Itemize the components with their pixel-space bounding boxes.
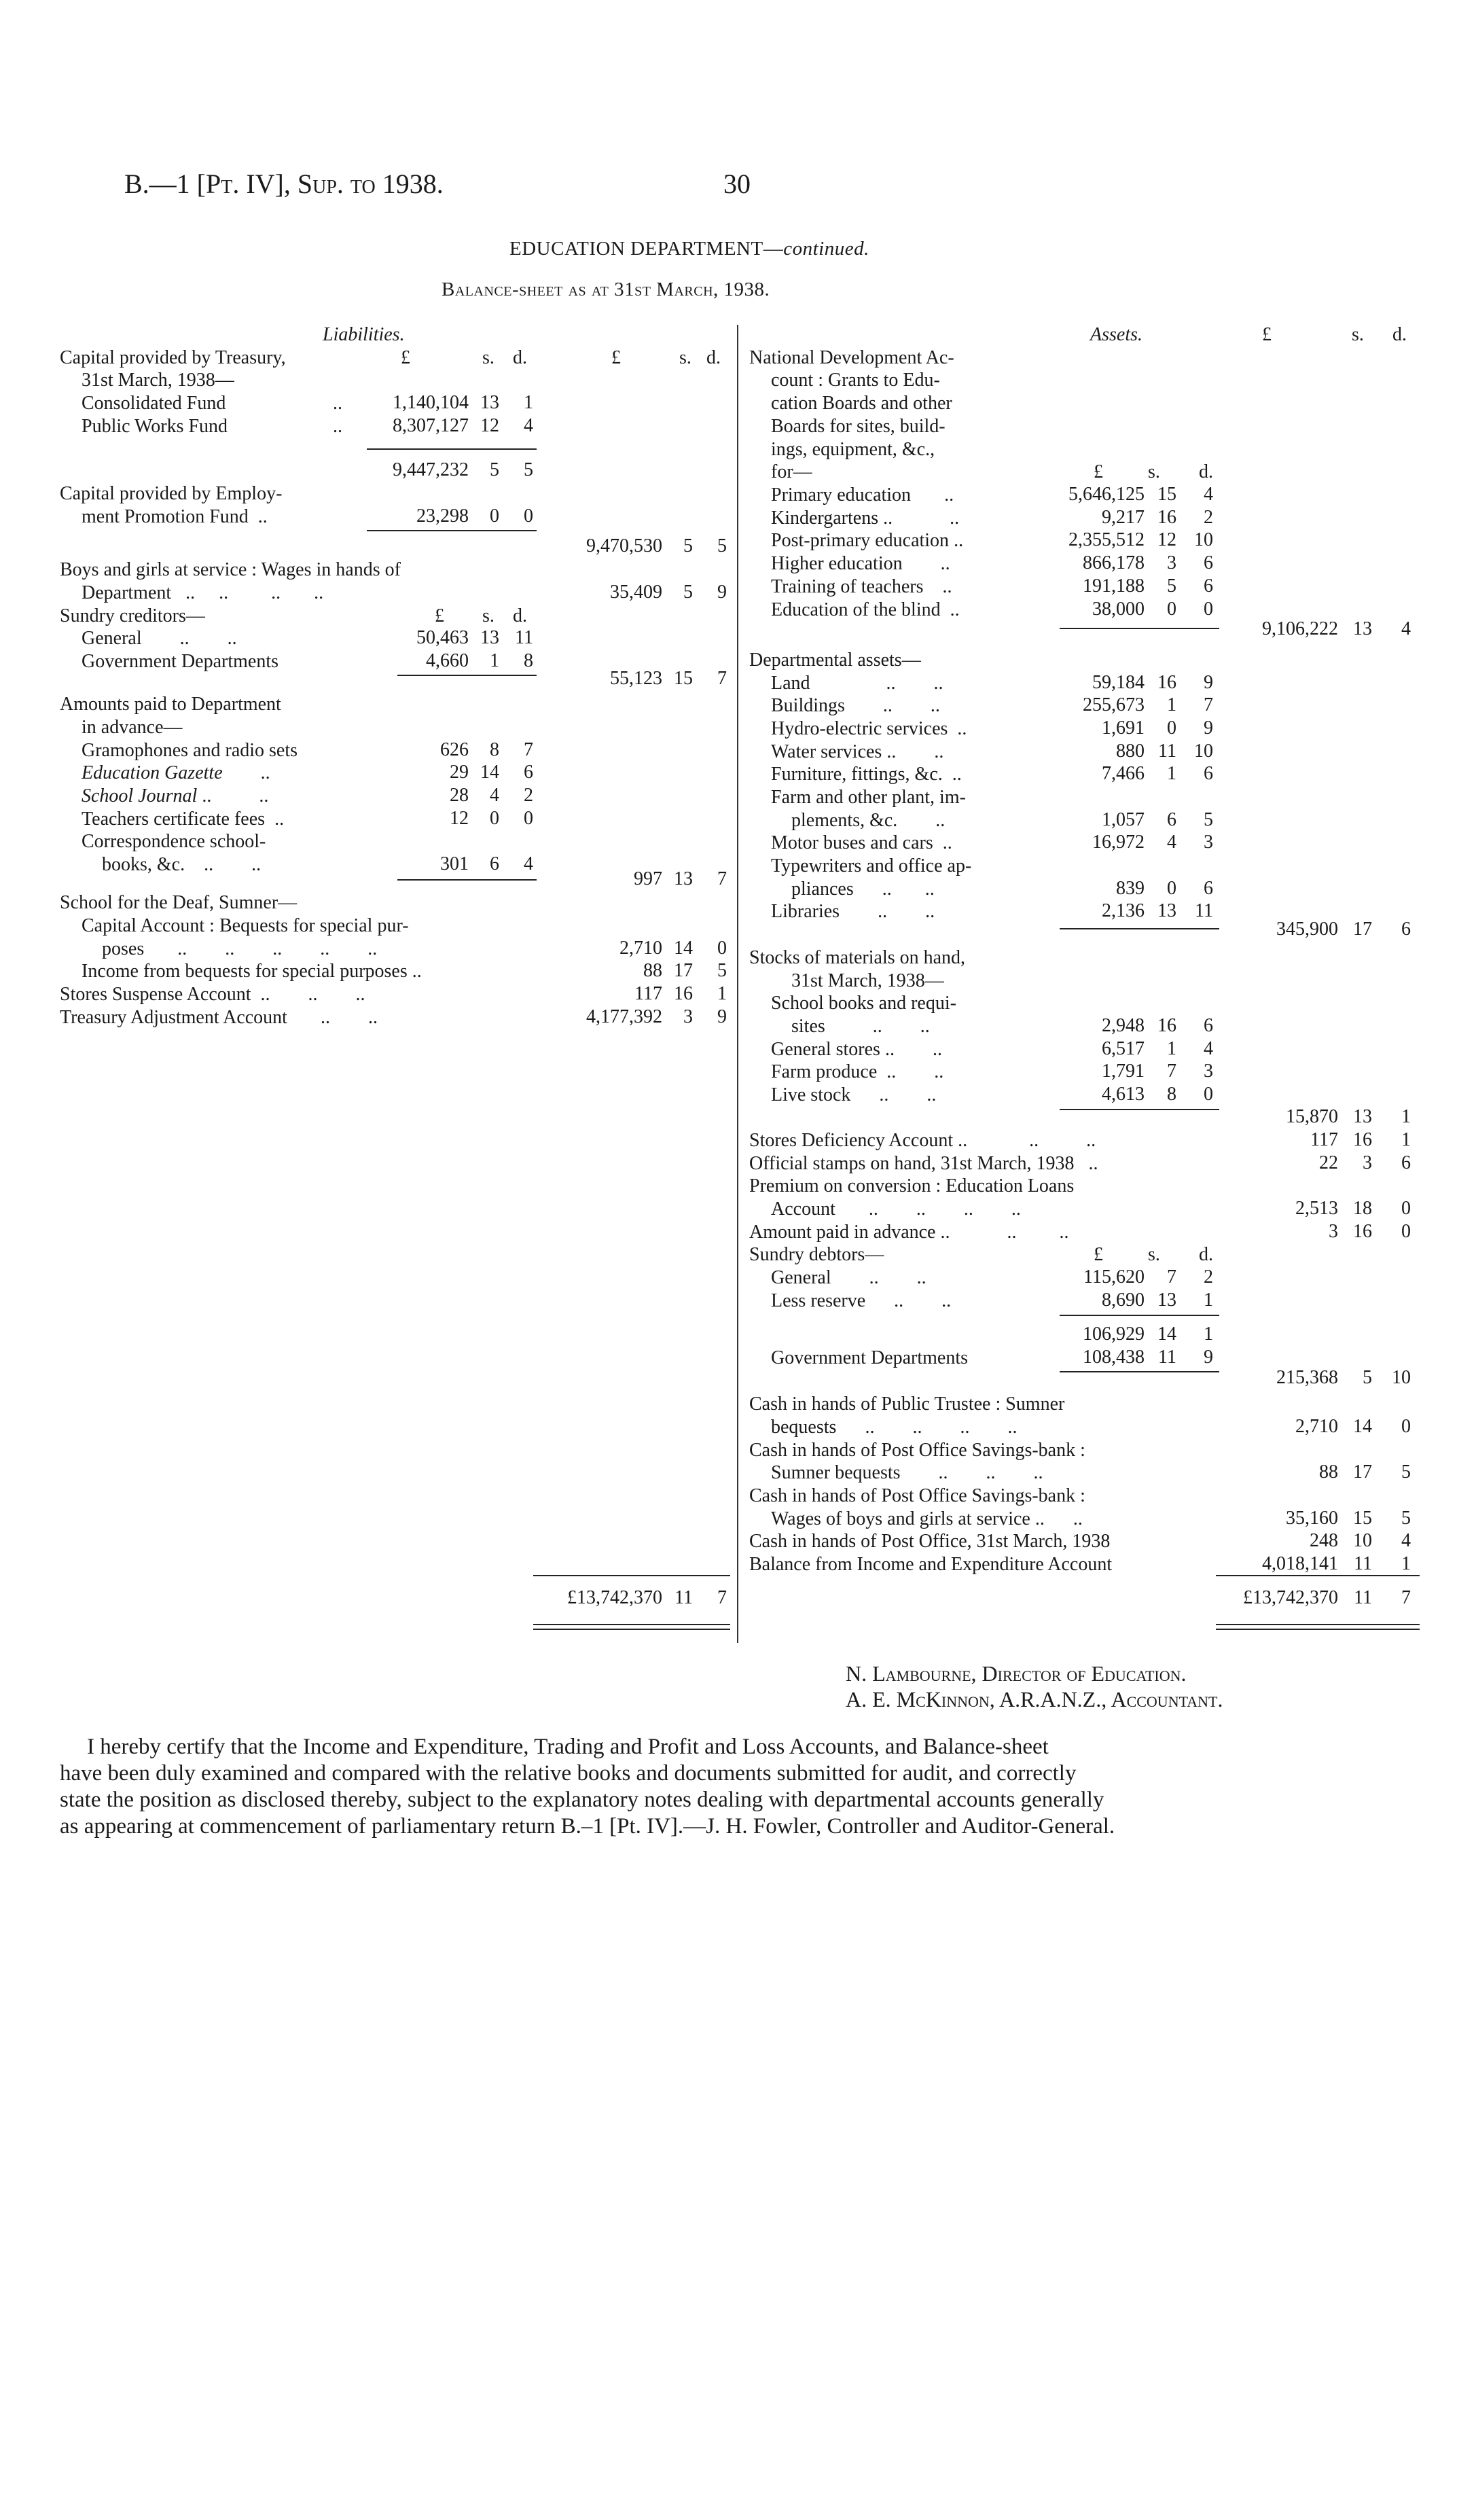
training-label: Training of teachers ..	[771, 576, 952, 597]
subtotal-rule	[1060, 928, 1219, 929]
furniture-label: Furniture, fittings, &c. ..	[771, 764, 962, 785]
sundry-total-s: 15	[674, 668, 693, 689]
post-primary-s: 12	[1157, 529, 1176, 550]
capital-account-d: 0	[717, 938, 727, 959]
subtotal-rule	[397, 675, 537, 676]
libraries-s: 13	[1157, 900, 1176, 921]
premium-d: 0	[1401, 1198, 1411, 1219]
natdev-subcol-pound: £	[1094, 461, 1103, 482]
training-pounds: 191,188	[1083, 575, 1145, 597]
public-works-fund-s: 12	[480, 415, 499, 436]
treasury-adjustment-label: Treasury Adjustment Account .. ..	[60, 1007, 378, 1028]
advance-label: Amounts paid to Department	[60, 694, 281, 715]
subtotal-rule	[1060, 628, 1219, 629]
primary-d: 4	[1204, 484, 1213, 505]
motor-label: Motor buses and cars ..	[771, 832, 952, 853]
stores-deficiency-s: 16	[1353, 1129, 1372, 1150]
natdev-label-5: ings, equipment, &c.,	[771, 439, 935, 460]
land-s: 16	[1157, 672, 1176, 693]
certificate-line: I hereby certify that the Income and Expenditure, Trading and Profit and Loss Accounts, and Balance-sheet	[87, 1735, 1049, 1759]
advance-total-pounds: 997	[634, 868, 662, 889]
leader-dots: ..	[333, 393, 342, 414]
balance-ie-pounds: 4,018,141	[1262, 1553, 1338, 1574]
income-bequests-s: 17	[674, 960, 693, 981]
paid-advance-pounds: 3	[1329, 1221, 1338, 1242]
land-pounds: 59,184	[1092, 672, 1145, 693]
balance-ie-s: 11	[1354, 1553, 1372, 1574]
farm-produce-s: 7	[1167, 1061, 1176, 1082]
assets-heading: Assets.	[1090, 324, 1142, 345]
cash-trustee-d: 0	[1401, 1416, 1411, 1437]
official-stamps-label: Official stamps on hand, 31st March, 1938 ..	[749, 1153, 1098, 1174]
debtors-col-pound: £	[1094, 1244, 1103, 1265]
stores-suspense-pounds: 117	[634, 983, 662, 1004]
column-divider	[737, 325, 738, 1643]
leader-dots: ..	[333, 416, 342, 437]
cash-po-label: Cash in hands of Post Office, 31st March, 1938	[749, 1531, 1111, 1552]
school-journal-s: 4	[490, 785, 499, 806]
liab-col-d: d.	[706, 347, 721, 368]
buildings-label: Buildings .. ..	[771, 695, 940, 716]
sundry-general-label: General .. ..	[82, 628, 237, 649]
education-gazette-label: Education Gazette ..	[82, 762, 270, 783]
hydro-s: 0	[1167, 717, 1176, 739]
advance-label-cont: in advance—	[82, 717, 183, 738]
primary-label: Primary education ..	[771, 484, 954, 505]
stores-deficiency-d: 1	[1401, 1129, 1411, 1150]
libraries-pounds: 2,136	[1102, 900, 1145, 921]
grand-total-rule	[533, 1575, 730, 1576]
teachers-cert-pounds: 12	[450, 808, 469, 829]
employment-fund-s: 0	[490, 505, 499, 527]
kindergartens-pounds: 9,217	[1102, 507, 1145, 528]
cash-posb1-pounds: 88	[1319, 1461, 1338, 1483]
income-bequests-label: Income from bequests for special purposes ..	[82, 961, 422, 982]
treasury-subtotal-d: 5	[524, 459, 533, 480]
liab-subcol-s: s.	[482, 347, 494, 368]
sundry-govt-s: 1	[490, 650, 499, 671]
capital-total-s: 5	[683, 535, 693, 556]
stores-suspense-s: 16	[674, 983, 693, 1004]
natdev-label-4: Boards for sites, build-	[771, 416, 946, 437]
cash-posb1-label-cont: Sumner bequests .. .. ..	[771, 1462, 1043, 1483]
natdev-subcol-s: s.	[1148, 461, 1160, 482]
boys-girls-label: Boys and girls at service : Wages in hands of	[60, 559, 401, 580]
assets-grand-total-d: 7	[1401, 1587, 1411, 1608]
debtors-net-pounds: 106,929	[1083, 1324, 1145, 1345]
consolidated-fund-label: Consolidated Fund	[82, 393, 226, 414]
land-d: 9	[1204, 672, 1213, 693]
sundry-total-d: 7	[717, 668, 727, 689]
dept-assets-label: Departmental assets—	[749, 650, 921, 671]
deaf-school-label: School for the Deaf, Sumner—	[60, 892, 298, 913]
advance-total-s: 13	[674, 868, 693, 889]
sundry-col-d: d.	[513, 605, 527, 626]
department-title: EDUCATION DEPARTMENT—continued.	[509, 238, 869, 260]
stocks-label-cont: 31st March, 1938—	[791, 970, 944, 991]
less-reserve-pounds: 8,690	[1102, 1290, 1145, 1311]
boys-girls-d: 9	[717, 582, 727, 603]
sundry-creditors-label: Sundry creditors—	[60, 605, 205, 626]
debtors-col-s: s.	[1148, 1244, 1160, 1265]
consolidated-fund-d: 1	[524, 392, 533, 413]
govt-depts-d: 9	[1204, 1347, 1213, 1368]
motor-pounds: 16,972	[1092, 832, 1145, 853]
capital-account-label: Capital Account : Bequests for special pur-	[82, 915, 409, 936]
school-journal-pounds: 28	[450, 785, 469, 806]
higher-pounds: 866,178	[1083, 552, 1145, 573]
income-bequests-pounds: 88	[643, 960, 662, 981]
farm-plant-d: 5	[1204, 809, 1213, 830]
general-stores-s: 1	[1167, 1038, 1176, 1059]
govt-depts-pounds: 108,438	[1083, 1347, 1145, 1368]
kindergartens-d: 2	[1204, 507, 1213, 528]
assets-grand-total-s: 11	[1354, 1587, 1372, 1608]
sundry-govt-d: 8	[524, 650, 533, 671]
sundry-total-pounds: 55,123	[610, 668, 662, 689]
land-label: Land .. ..	[771, 673, 943, 694]
furniture-d: 6	[1204, 763, 1213, 784]
sundry-debtors-label: Sundry debtors—	[749, 1244, 884, 1265]
stocks-total-s: 13	[1353, 1106, 1372, 1127]
farm-produce-label: Farm produce .. ..	[771, 1061, 944, 1082]
water-s: 11	[1158, 741, 1176, 762]
natdev-total-d: 4	[1401, 618, 1411, 639]
typewriters-label-cont: pliances .. ..	[791, 879, 935, 900]
capital-total-pounds: 9,470,530	[586, 535, 662, 556]
capital-treasury-label: Capital provided by Treasury,	[60, 347, 286, 368]
cash-posb1-s: 17	[1353, 1461, 1372, 1483]
director-signature: N. Lambourne, Director of Education.	[846, 1661, 1187, 1686]
natdev-subcol-d: d.	[1199, 461, 1213, 482]
gramophones-d: 7	[524, 739, 533, 760]
debtors-net-s: 14	[1157, 1324, 1176, 1345]
debtors-general-label: General .. ..	[771, 1267, 926, 1288]
paid-advance-label: Amount paid in advance .. .. ..	[749, 1222, 1069, 1243]
liab-col-s: s.	[679, 347, 691, 368]
stores-suspense-d: 1	[717, 983, 727, 1004]
liab-subcol-d: d.	[513, 347, 527, 368]
cash-posb1-label: Cash in hands of Post Office Savings-bank :	[749, 1440, 1085, 1461]
stocks-label: Stocks of materials on hand,	[749, 947, 966, 968]
natdev-label-2: count : Grants to Edu-	[771, 370, 940, 391]
cash-po-d: 4	[1401, 1530, 1411, 1551]
boys-girls-s: 5	[683, 582, 693, 603]
blind-label: Education of the blind ..	[771, 599, 960, 620]
farm-plant-s: 6	[1167, 809, 1176, 830]
liab-col-pound: £	[611, 347, 621, 368]
grand-total-rule	[1216, 1575, 1420, 1576]
treasury-adjustment-d: 9	[717, 1006, 727, 1027]
balance-ie-d: 1	[1401, 1553, 1411, 1574]
sundry-col-s: s.	[482, 605, 494, 626]
cash-po-pounds: 248	[1310, 1530, 1338, 1551]
cash-trustee-label: Cash in hands of Public Trustee : Sumner	[749, 1394, 1065, 1415]
training-d: 6	[1204, 575, 1213, 597]
subtotal-rule	[1060, 1371, 1219, 1372]
liabilities-grand-total-d: 7	[717, 1587, 727, 1608]
hydro-pounds: 1,691	[1102, 717, 1145, 739]
assets-col-s: s.	[1352, 324, 1364, 345]
subtotal-rule	[1060, 1109, 1219, 1110]
assets-col-pound: £	[1262, 324, 1272, 345]
treasury-subtotal-pounds: 9,447,232	[393, 459, 469, 480]
school-books-label: School books and requi-	[771, 993, 956, 1014]
higher-s: 3	[1167, 552, 1176, 573]
capital-account-pounds: 2,710	[619, 938, 662, 959]
employment-fund-pounds: 23,298	[416, 505, 469, 527]
page-reference: B.—1 [Pt. IV], Sup. to 1938.	[124, 168, 444, 199]
sundry-govt-pounds: 4,660	[426, 650, 469, 671]
motor-d: 3	[1204, 832, 1213, 853]
treasury-adjustment-s: 3	[683, 1006, 693, 1027]
grand-total-double-rule	[1216, 1629, 1420, 1630]
post-primary-label: Post-primary education ..	[771, 530, 964, 551]
post-primary-d: 10	[1194, 529, 1213, 550]
cash-posb2-label-cont: Wages of boys and girls at service .. ..	[771, 1508, 1083, 1529]
farm-produce-pounds: 1,791	[1102, 1061, 1145, 1082]
stores-suspense-label: Stores Suspense Account .. .. ..	[60, 984, 365, 1005]
general-stores-pounds: 6,517	[1102, 1038, 1145, 1059]
boys-girls-label-cont: Department .. .. .. ..	[82, 582, 324, 603]
public-works-fund-pounds: 8,307,127	[393, 415, 469, 436]
live-stock-pounds: 4,613	[1102, 1084, 1145, 1105]
buildings-d: 7	[1204, 694, 1213, 715]
public-works-fund-d: 4	[524, 415, 533, 436]
farm-plant-label-cont: plements, &c. ..	[791, 810, 946, 831]
education-gazette-pounds: 29	[450, 762, 469, 783]
advance-total-d: 7	[717, 868, 727, 889]
stocks-total-pounds: 15,870	[1286, 1106, 1338, 1127]
dept-total-s: 17	[1353, 919, 1372, 940]
grand-total-double-rule	[1216, 1624, 1420, 1625]
furniture-pounds: 7,466	[1102, 763, 1145, 784]
page-number: 30	[723, 168, 751, 199]
cash-po-s: 10	[1353, 1530, 1372, 1551]
dept-total-d: 6	[1401, 919, 1411, 940]
natdev-total-pounds: 9,106,222	[1262, 618, 1338, 639]
gramophones-s: 8	[490, 739, 499, 760]
higher-label: Higher education ..	[771, 553, 950, 574]
paid-advance-s: 16	[1353, 1221, 1372, 1242]
primary-pounds: 5,646,125	[1068, 484, 1145, 505]
motor-s: 4	[1167, 832, 1176, 853]
natdev-total-s: 13	[1353, 618, 1372, 639]
premium-pounds: 2,513	[1295, 1198, 1338, 1219]
blind-pounds: 38,000	[1092, 599, 1145, 620]
liabilities-grand-total-pounds: £13,742,370	[567, 1587, 662, 1608]
sundry-general-pounds: 50,463	[416, 627, 469, 648]
stocks-total-d: 1	[1401, 1106, 1411, 1127]
correspondence-pounds: 301	[440, 853, 469, 874]
employment-fund-label: Capital provided by Employ-	[60, 483, 283, 504]
cash-trustee-s: 14	[1353, 1416, 1372, 1437]
premium-s: 18	[1353, 1198, 1372, 1219]
official-stamps-pounds: 22	[1319, 1152, 1338, 1173]
sundry-col-pound: £	[435, 605, 444, 626]
debtors-col-d: d.	[1199, 1244, 1213, 1265]
libraries-label: Libraries .. ..	[771, 901, 935, 922]
typewriters-d: 6	[1204, 878, 1213, 899]
consolidated-fund-pounds: 1,140,104	[393, 392, 469, 413]
cash-posb1-d: 5	[1401, 1461, 1411, 1483]
balance-ie-label: Balance from Income and Expenditure Account	[749, 1554, 1113, 1575]
correspondence-label: Correspondence school-	[82, 831, 266, 852]
typewriters-pounds: 839	[1116, 878, 1145, 899]
typewriters-s: 0	[1167, 878, 1176, 899]
certificate-line: state the position as disclosed thereby, subject to the explanatory notes dealing with departmental accounts generally	[60, 1788, 1104, 1812]
post-primary-pounds: 2,355,512	[1068, 529, 1145, 550]
liab-subcol-pound: £	[401, 347, 410, 368]
farm-produce-d: 3	[1204, 1061, 1213, 1082]
debtors-net-d: 1	[1204, 1324, 1213, 1345]
live-stock-s: 8	[1167, 1084, 1176, 1105]
higher-d: 6	[1204, 552, 1213, 573]
treasury-subtotal-s: 5	[490, 459, 499, 480]
certificate-line: as appearing at commencement of parliamentary return B.–1 [Pt. IV].—J. H. Fowler, Controller and Auditor-General.	[60, 1814, 1115, 1839]
sheet-title: Balance-sheet as at 31st March, 1938.	[442, 279, 770, 300]
blind-d: 0	[1204, 599, 1213, 620]
live-stock-label: Live stock .. ..	[771, 1084, 937, 1105]
paid-advance-d: 0	[1401, 1221, 1411, 1242]
govt-depts-s: 11	[1158, 1347, 1176, 1368]
farm-plant-label: Farm and other plant, im-	[771, 787, 966, 808]
dept-total-pounds: 345,900	[1276, 919, 1338, 940]
capital-total-d: 5	[717, 535, 727, 556]
buildings-pounds: 255,673	[1083, 694, 1145, 715]
subtotal-rule	[397, 879, 537, 881]
libraries-d: 11	[1195, 900, 1213, 921]
capital-account-s: 14	[674, 938, 693, 959]
cash-posb2-d: 5	[1401, 1508, 1411, 1529]
gramophones-pounds: 626	[440, 739, 469, 760]
natdev-label-6: for—	[771, 461, 812, 482]
less-reserve-s: 13	[1157, 1290, 1176, 1311]
blind-s: 0	[1167, 599, 1176, 620]
subtotal-rule	[1060, 1315, 1219, 1316]
premium-label: Premium on conversion : Education Loans	[749, 1175, 1075, 1196]
live-stock-d: 0	[1204, 1084, 1213, 1105]
teachers-cert-s: 0	[490, 808, 499, 829]
hydro-label: Hydro-electric services ..	[771, 718, 967, 739]
education-gazette-d: 6	[524, 762, 533, 783]
training-s: 5	[1167, 575, 1176, 597]
general-stores-d: 4	[1204, 1038, 1213, 1059]
stores-deficiency-pounds: 117	[1310, 1129, 1338, 1150]
furniture-s: 1	[1167, 763, 1176, 784]
capital-treasury-date: 31st March, 1938—	[82, 370, 234, 391]
natdev-label-3: cation Boards and other	[771, 393, 952, 414]
grand-total-double-rule	[533, 1629, 730, 1630]
general-stores-label: General stores .. ..	[771, 1039, 942, 1060]
public-works-fund-label: Public Works Fund	[82, 416, 228, 437]
less-reserve-d: 1	[1204, 1290, 1213, 1311]
farm-plant-pounds: 1,057	[1102, 809, 1145, 830]
school-books-d: 6	[1204, 1015, 1213, 1036]
natdev-label: National Development Ac-	[749, 347, 954, 368]
primary-s: 15	[1157, 484, 1176, 505]
subtotal-rule	[367, 530, 537, 531]
cash-trustee-pounds: 2,710	[1295, 1416, 1338, 1437]
debtors-general-s: 7	[1167, 1266, 1176, 1288]
premium-label-cont: Account .. .. .. ..	[771, 1199, 1021, 1220]
school-books-s: 16	[1157, 1015, 1176, 1036]
income-bequests-d: 5	[717, 960, 727, 981]
hydro-d: 9	[1204, 717, 1213, 739]
sundry-general-s: 13	[480, 627, 499, 648]
debtors-total-pounds: 215,368	[1276, 1367, 1338, 1388]
water-pounds: 880	[1116, 741, 1145, 762]
gramophones-label: Gramophones and radio sets	[82, 740, 298, 761]
debtors-general-d: 2	[1204, 1266, 1213, 1288]
grand-total-double-rule	[533, 1624, 730, 1625]
capital-account-label-cont: poses .. .. .. .. ..	[102, 938, 378, 959]
water-label: Water services .. ..	[771, 741, 944, 762]
liabilities-grand-total-s: 11	[674, 1587, 693, 1608]
official-stamps-d: 6	[1401, 1152, 1411, 1173]
subtotal-rule	[367, 448, 537, 450]
typewriters-label: Typewriters and office ap-	[771, 855, 972, 876]
less-reserve-label: Less reserve .. ..	[771, 1290, 952, 1311]
assets-col-d: d.	[1392, 324, 1407, 345]
sundry-govt-label: Government Departments	[82, 651, 279, 672]
employment-fund-d: 0	[524, 505, 533, 527]
school-books-label-cont: sites .. ..	[791, 1016, 930, 1037]
cash-posb2-s: 15	[1353, 1508, 1372, 1529]
kindergartens-label: Kindergartens .. ..	[771, 508, 960, 529]
liabilities-heading: Liabilities.	[323, 324, 405, 345]
debtors-total-s: 5	[1363, 1367, 1372, 1388]
sundry-general-d: 11	[515, 627, 533, 648]
accountant-signature: A. E. McKinnon, A.R.A.N.Z., Accountant.	[846, 1687, 1223, 1711]
official-stamps-s: 3	[1363, 1152, 1372, 1173]
buildings-s: 1	[1167, 694, 1176, 715]
school-journal-d: 2	[524, 785, 533, 806]
cash-posb2-pounds: 35,160	[1286, 1508, 1338, 1529]
treasury-adjustment-pounds: 4,177,392	[586, 1006, 662, 1027]
correspondence-s: 6	[490, 853, 499, 874]
consolidated-fund-s: 13	[480, 392, 499, 413]
debtors-general-pounds: 115,620	[1083, 1266, 1145, 1288]
correspondence-d: 4	[524, 853, 533, 874]
certificate-line: have been duly examined and compared with the relative books and documents submitted for audit, and correctly	[60, 1761, 1077, 1786]
kindergartens-s: 16	[1157, 507, 1176, 528]
school-books-pounds: 2,948	[1102, 1015, 1145, 1036]
boys-girls-pounds: 35,409	[610, 582, 662, 603]
debtors-total-d: 10	[1392, 1367, 1411, 1388]
govt-depts-label: Government Departments	[771, 1347, 969, 1368]
correspondence-label-cont: books, &c. .. ..	[102, 854, 262, 875]
education-gazette-s: 14	[480, 762, 499, 783]
teachers-cert-label: Teachers certificate fees ..	[82, 809, 285, 830]
assets-grand-total-pounds: £13,742,370	[1243, 1587, 1338, 1608]
teachers-cert-d: 0	[524, 808, 533, 829]
stores-deficiency-label: Stores Deficiency Account .. .. ..	[749, 1130, 1096, 1151]
cash-trustee-label-cont: bequests .. .. .. ..	[771, 1417, 1018, 1438]
school-journal-label: School Journal .. ..	[82, 785, 269, 806]
cash-posb2-label: Cash in hands of Post Office Savings-bank :	[749, 1485, 1085, 1506]
employment-fund-label-cont: ment Promotion Fund ..	[82, 506, 268, 527]
water-d: 10	[1194, 741, 1213, 762]
